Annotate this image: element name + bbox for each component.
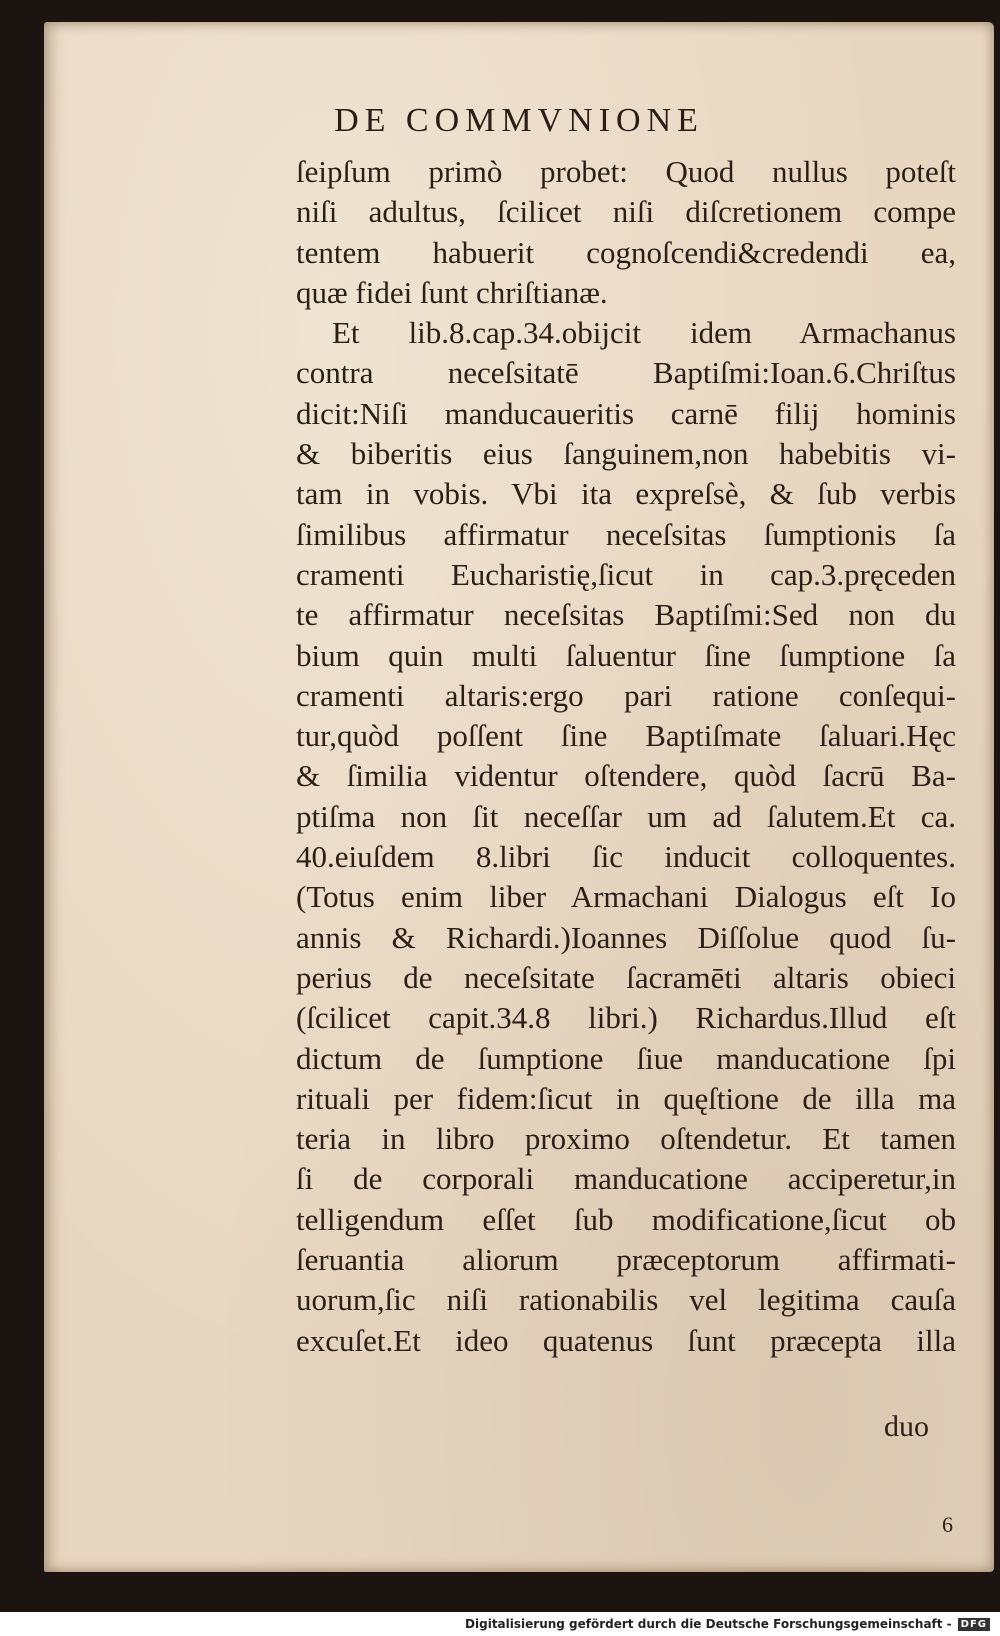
text-line: tentem habuerit cognoſcendi&credendi ea,: [296, 234, 956, 270]
text-line: ptiſma non ſit neceſſar um ad ſalutem.Et ca.: [296, 798, 956, 834]
text-line: niſi adultus, ſcilicet niſi diſcretionem compe: [296, 194, 956, 230]
text-line: (ſcilicet capit.34.8 libri.) Richardus.Illud eſt: [296, 1000, 956, 1036]
text-line: ſeipſum primò probet: Quod nullus poteſt: [296, 154, 956, 189]
text-line: tur,quòd poſſent ſine Baptiſmate ſaluari.Hęc: [296, 718, 956, 754]
text-line: te affirmatur neceſsitas Baptiſmi:Sed non du: [296, 597, 956, 633]
book-page: [44, 22, 994, 1572]
text-line: cramenti altaris:ergo pari ratione conſequi-: [296, 677, 956, 713]
text-line: tam in vobis. Vbi ita expreſsè, & ſub verbis: [296, 476, 956, 512]
text-line: uorum,ſic niſi rationabilis vel legitima cauſa: [296, 1282, 956, 1318]
text-line: teria in libro proximo oſtendetur. Et tamen: [296, 1121, 956, 1157]
text-line: cramenti Eucharistię,ſicut in cap.3.pręceden: [296, 556, 956, 592]
footer-credit: Digitalisierung gefördert durch die Deutsche Forschungsgemeinschaft -: [465, 1617, 952, 1631]
catchword: duo: [884, 1410, 929, 1443]
text-line: rituali per fidem:ſicut in quęſtione de illa ma: [296, 1080, 956, 1116]
text-line: dicit:Niſi manducaueritis carnē filij hominis: [296, 395, 956, 431]
text-line: dictum de ſumptione ſiue manducatione ſpi: [296, 1040, 956, 1076]
footer-credit-bar: [0, 1612, 1000, 1636]
text-line: (Totus enim liber Armachani Dialogus eſt Io: [296, 879, 956, 915]
text-line: Et lib.8.cap.34.obijcit idem Armachanus: [332, 315, 956, 351]
text-line: telligendum eſſet ſub modificatione,ſicut ob: [296, 1201, 956, 1237]
text-line: bium quin multi ſaluentur ſine ſumptione ſa: [296, 637, 956, 673]
text-line: perius de neceſsitate ſacramēti altaris obieci: [296, 959, 956, 995]
dfg-logo-icon: DFG: [958, 1618, 990, 1631]
text-line: ſeruantia aliorum præceptorum affirmati-: [296, 1242, 956, 1278]
text-line: ſi de corporali manducatione acciperetur,in: [296, 1161, 956, 1197]
text-line: annis & Richardi.)Ioannes Diſſolue quod ſu-: [296, 919, 956, 955]
running-title: DE COMMVNIONE: [334, 102, 704, 139]
text-line: quæ fidei ſunt chriſtianæ.: [296, 274, 608, 310]
text-line: 40.eiuſdem 8.libri ſic inducit colloquentes.: [296, 839, 956, 875]
text-line: & biberitis eius ſanguinem,non habebitis vi-: [296, 436, 956, 472]
text-line: & ſimilia videntur oſtendere, quòd ſacrū Ba-: [296, 758, 956, 794]
text-line: contra neceſsitatē Baptiſmi:Ioan.6.Chriſtus: [296, 355, 956, 391]
text-block: [296, 152, 956, 1361]
text-line: excuſet.Et ideo quatenus ſunt præcepta illa: [296, 1322, 956, 1358]
signature-mark: 6: [942, 1512, 953, 1537]
text-line: ſimilibus affirmatur neceſsitas ſumptionis ſa: [296, 516, 956, 552]
